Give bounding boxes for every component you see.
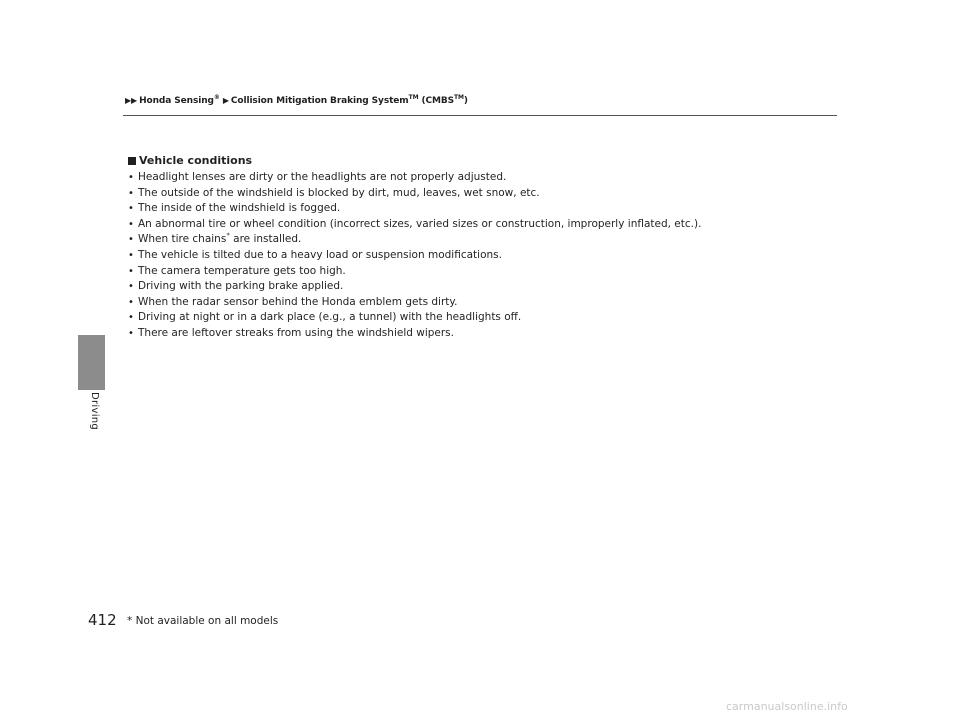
bullet-icon: • bbox=[128, 203, 134, 215]
watermark-logo[interactable]: carmanualsonline.info bbox=[726, 700, 848, 713]
breadcrumb-abbr-close: ) bbox=[463, 96, 468, 106]
list-item-text: Headlight lenses are dirty or the headlights are not properly adjusted. bbox=[138, 171, 507, 183]
bullet-icon: • bbox=[128, 296, 134, 308]
trademark-mark: TM bbox=[408, 94, 419, 101]
list-item bbox=[128, 217, 828, 233]
list-item-text: When the radar sensor behind the Honda emblem gets dirty. bbox=[138, 295, 458, 308]
list-item bbox=[128, 279, 828, 295]
list-item-text: The outside of the windshield is blocked by dirt, mud, leaves, wet snow, etc. bbox=[138, 186, 540, 199]
list-item-text: Driving with the parking brake applied. bbox=[138, 280, 344, 293]
list-item bbox=[128, 232, 828, 248]
registered-mark: ® bbox=[213, 94, 220, 101]
list-item-text: When tire chains bbox=[138, 233, 227, 246]
square-bullet-icon bbox=[128, 157, 136, 165]
list-item bbox=[128, 248, 828, 264]
header-divider bbox=[123, 115, 837, 116]
breadcrumb bbox=[125, 94, 468, 106]
list-item bbox=[128, 326, 828, 342]
list-item bbox=[128, 186, 828, 202]
breadcrumb-part-1[interactable]: Honda Sensing bbox=[139, 96, 214, 106]
side-tab-label: Driving bbox=[89, 392, 100, 431]
bullet-icon: • bbox=[128, 249, 134, 261]
bullet-icon: • bbox=[128, 281, 134, 293]
bullet-icon: • bbox=[128, 312, 134, 324]
list-item-text-post: are installed. bbox=[229, 233, 302, 246]
page-number: 412 bbox=[88, 611, 117, 629]
list-item-text: There are leftover streaks from using the windshield wipers. bbox=[138, 326, 454, 339]
bullet-icon: • bbox=[128, 234, 134, 246]
side-tab bbox=[78, 335, 105, 390]
footnote-asterisk: * bbox=[226, 231, 230, 240]
list-item bbox=[128, 310, 828, 326]
arrow-icon: ▶ bbox=[222, 96, 229, 105]
list-item-text: The camera temperature gets too high. bbox=[138, 264, 346, 277]
main-content bbox=[128, 153, 828, 342]
list-item bbox=[128, 170, 828, 186]
bullet-icon: • bbox=[128, 172, 134, 183]
list-item-text: The inside of the windshield is fogged. bbox=[138, 202, 341, 215]
breadcrumb-abbr-open: (CMBS bbox=[418, 96, 455, 106]
breadcrumb-part-2[interactable]: Collision Mitigation Braking System bbox=[230, 96, 409, 106]
list-item-text: An abnormal tire or wheel condition (incorrect sizes, varied sizes or construction, improperly inflated, etc.). bbox=[138, 217, 702, 230]
list-item bbox=[128, 295, 828, 311]
list-item bbox=[128, 264, 828, 280]
bullet-icon: • bbox=[128, 187, 134, 199]
list-item-text: Driving at night or in a dark place (e.g., a tunnel) with the headlights off. bbox=[138, 311, 522, 324]
conditions-list bbox=[128, 170, 828, 342]
list-item bbox=[128, 201, 828, 217]
trademark-mark-2: TM bbox=[454, 94, 464, 101]
footnote: * Not available on all models bbox=[127, 615, 279, 627]
double-arrow-icon: ▶▶ bbox=[125, 96, 138, 105]
section-heading-text: Vehicle conditions bbox=[139, 154, 253, 167]
bullet-icon: • bbox=[128, 218, 134, 230]
bullet-icon: • bbox=[128, 265, 134, 277]
list-item-text: The vehicle is tilted due to a heavy load or suspension modifications. bbox=[138, 248, 502, 261]
section-heading bbox=[128, 153, 828, 168]
bullet-icon: • bbox=[128, 327, 134, 339]
